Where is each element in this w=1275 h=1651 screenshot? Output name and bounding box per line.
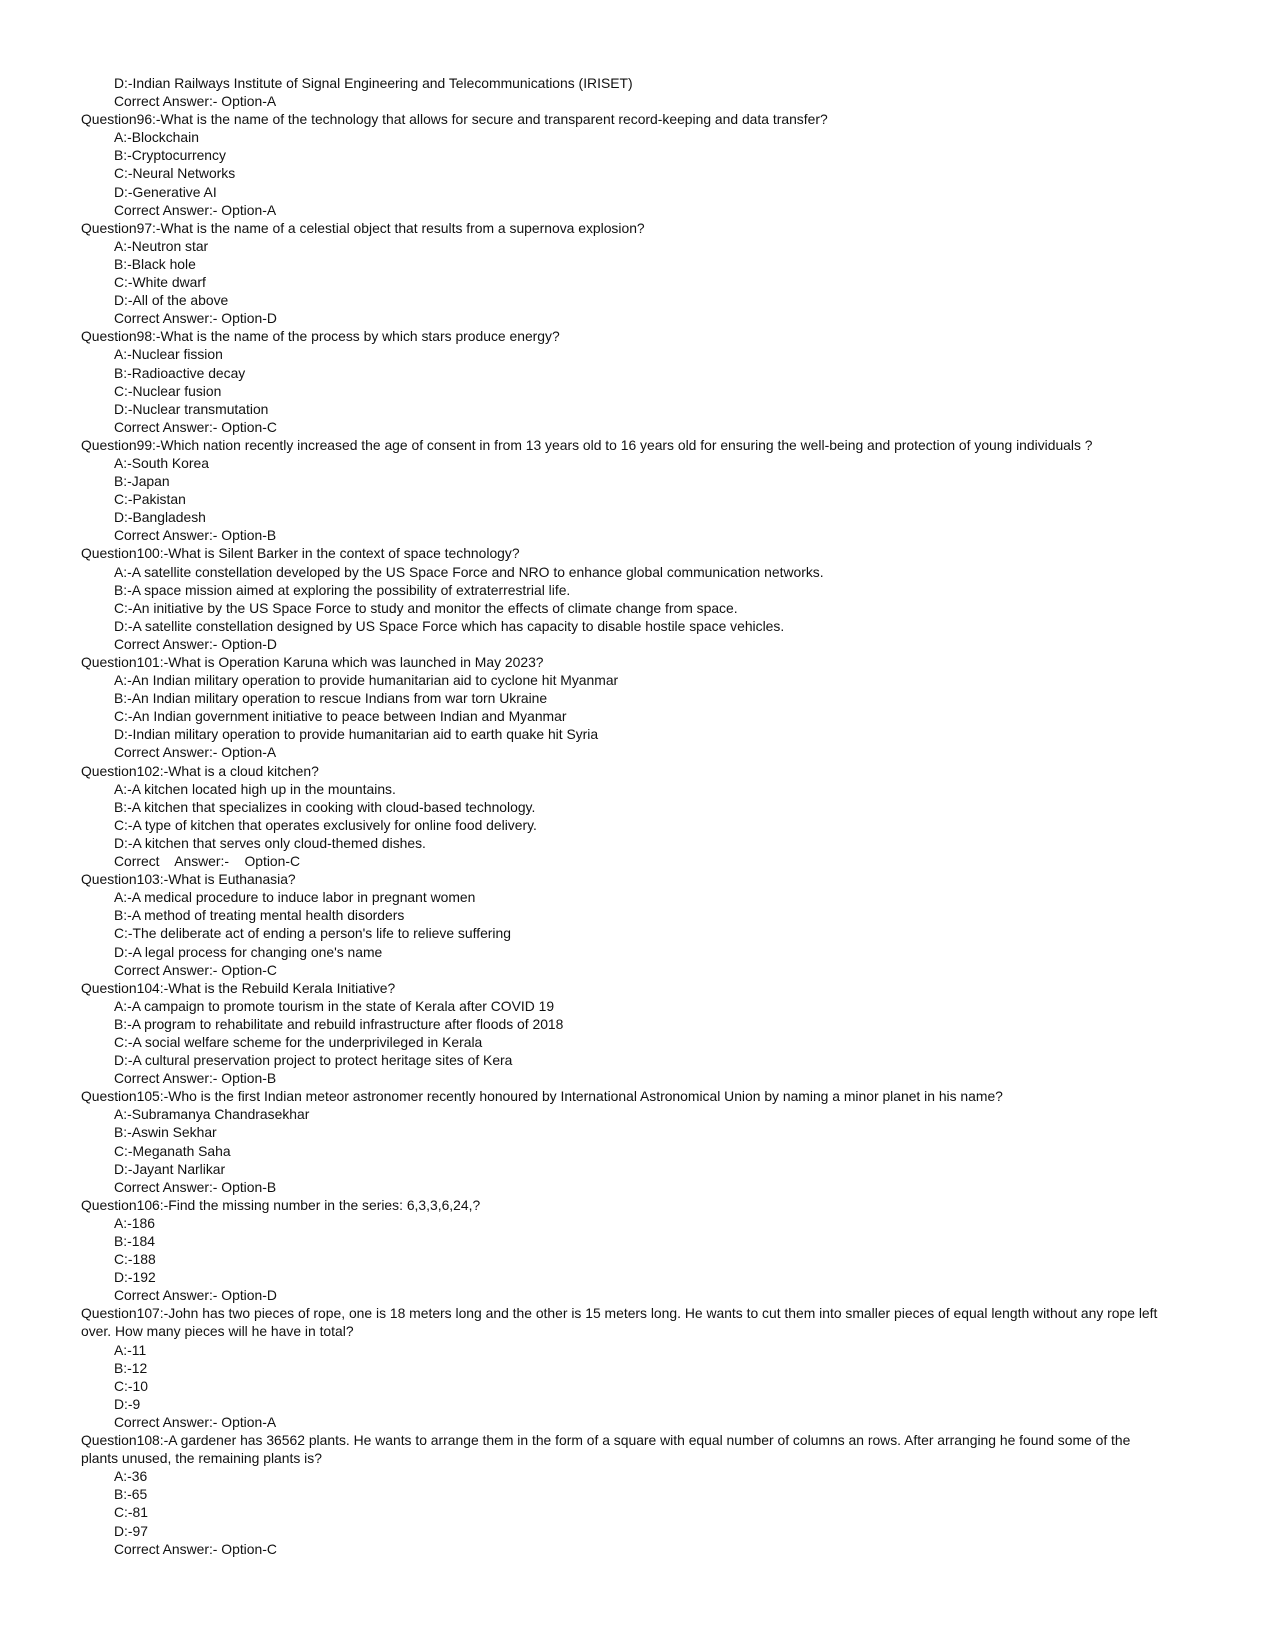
option-line: B:-A program to rehabilitate and rebuild infrastructure after floods of 2018 — [114, 1015, 564, 1032]
option-line: A:-A kitchen located high up in the mountains. — [114, 780, 396, 797]
question-block — [81, 762, 1171, 871]
question-text: Question104:-What is the Rebuild Kerala Initiative? — [81, 979, 396, 996]
option-line: B:-Radioactive decay — [114, 364, 246, 381]
question-block — [81, 1196, 1171, 1305]
option-line: A:-11 — [114, 1341, 147, 1358]
option-line: C:-Meganath Saha — [114, 1142, 231, 1159]
option-line: B:-A method of treating mental health disorders — [114, 907, 405, 924]
leading-block — [81, 74, 1171, 110]
option-line: B:-Cryptocurrency — [114, 147, 226, 164]
option-line: C:-10 — [114, 1377, 148, 1394]
question-text: Question101:-What is Operation Karuna which was launched in May 2023? — [81, 654, 544, 670]
correct-answer: Correct Answer:- Option-C — [114, 961, 277, 978]
option-line: D:-Jayant Narlikar — [114, 1160, 226, 1177]
question-text: Question105:-Who is the first Indian meteor astronomer recently honoured by International Astronomical Union by naming a minor planet in his name? — [81, 1088, 1003, 1105]
question-block — [81, 544, 1171, 653]
correct-answer: Correct Answer:- Option-B — [114, 1178, 277, 1195]
question-block — [81, 1304, 1171, 1431]
question-text: Question100:-What is Silent Barker in the context of space technology? — [81, 545, 520, 562]
question-block — [81, 979, 1171, 1088]
question-list — [81, 110, 1171, 1558]
question-block — [81, 110, 1171, 219]
option-line: A:-An Indian military operation to provide humanitarian aid to cyclone hit Myanmar — [114, 672, 619, 689]
question-text: Question99:-Which nation recently increased the age of consent in from 13 years old to 16 years old for ensuring the well-being and protection of young individuals ? — [81, 436, 1093, 453]
option-line: D:-Indian Railways Institute of Signal Engineering and Telecommunications (IRISET) — [114, 75, 633, 91]
option-line: A:-Subramanya Chandrasekhar — [114, 1106, 310, 1123]
option-line: A:-A satellite constellation developed by the US Space Force and NRO to enhance global communication networks. — [114, 563, 824, 580]
option-line: C:-Nuclear fusion — [114, 382, 222, 399]
option-line: B:-Black hole — [114, 255, 196, 272]
question-text: Question107:-John has two pieces of rope, one is 18 meters long and the other is 15 meters long. He wants to cut them into smaller pieces of equal length without any rope left over. How many pieces will he have in total? — [81, 1305, 1158, 1340]
option-line: C:-81 — [114, 1504, 148, 1521]
correct-answer: Correct Answer:- Option-C — [114, 418, 277, 435]
option-line: D:-Nuclear transmutation — [114, 400, 269, 417]
question-paper-page — [81, 74, 1171, 1558]
question-text: Question97:-What is the name of a celestial object that results from a supernova explosion? — [81, 219, 645, 236]
option-line: B:-An Indian military operation to rescue Indians from war torn Ukraine — [114, 690, 548, 707]
option-line: C:-White dwarf — [114, 274, 206, 291]
option-line: A:-36 — [114, 1468, 148, 1485]
option-line: B:-A kitchen that specializes in cooking with cloud-based technology. — [114, 798, 536, 815]
correct-answer: Correct Answer:- Option-D — [114, 1287, 277, 1304]
option-line: D:-A cultural preservation project to protect heritage sites of Kera — [114, 1052, 513, 1069]
option-line: C:-Pakistan — [114, 491, 186, 508]
option-line: C:-A social welfare scheme for the underprivileged in Kerala — [114, 1033, 483, 1050]
correct-answer: Correct Answer:- Option-D — [114, 635, 277, 652]
option-line: B:-184 — [114, 1233, 155, 1249]
option-line: B:-Japan — [114, 473, 170, 490]
correct-answer: Correct Answer:- Option-A — [114, 1413, 277, 1430]
option-line: D:-Bangladesh — [114, 509, 206, 526]
question-text: Question108:-A gardener has 36562 plants. He wants to arrange them in the form of a square with equal number of columns an rows. After arranging he found some of the plants unused, the remaining plants is? — [81, 1432, 1131, 1467]
question-block — [81, 653, 1171, 762]
question-block — [81, 327, 1171, 436]
option-line: A:-South Korea — [114, 454, 209, 471]
option-line: D:-A kitchen that serves only cloud-themed dishes. — [114, 834, 426, 851]
option-line: D:-A legal process for changing one's name — [114, 943, 383, 960]
correct-answer: Correct Answer:- Option-A — [114, 93, 277, 110]
option-line: D:-Indian military operation to provide humanitarian aid to earth quake hit Syria — [114, 726, 599, 743]
option-line: B:-65 — [114, 1486, 148, 1503]
question-text: Question96:-What is the name of the technology that allows for secure and transparent record-keeping and data transfer? — [81, 111, 828, 128]
correct-answer: Correct Answer:- Option-B — [114, 1070, 277, 1087]
correct-answer: Correct Answer:- Option-C — [114, 1540, 277, 1557]
option-line: D:-9 — [114, 1395, 141, 1412]
correct-answer: Correct Answer:- Option-D — [114, 310, 277, 327]
option-line: C:-An Indian government initiative to peace between Indian and Myanmar — [114, 708, 567, 725]
correct-answer: Correct Answer:- Option-C — [114, 853, 301, 870]
option-line: A:-A medical procedure to induce labor in pregnant women — [114, 889, 476, 906]
question-text: Question102:-What is a cloud kitchen? — [81, 762, 319, 779]
option-line: D:-All of the above — [114, 292, 229, 309]
option-line: A:-186 — [114, 1214, 155, 1231]
option-line: A:-Blockchain — [114, 129, 199, 146]
option-line: C:-An initiative by the US Space Force to study and monitor the effects of climate change from space. — [114, 599, 738, 616]
option-line: D:-192 — [114, 1269, 156, 1286]
option-line: B:-Aswin Sekhar — [114, 1124, 217, 1141]
question-text: Question98:-What is the name of the process by which stars produce energy? — [81, 328, 560, 345]
question-text: Question103:-What is Euthanasia? — [81, 871, 296, 888]
option-line: D:-A satellite constellation designed by US Space Force which has capacity to disable hostile space vehicles. — [114, 617, 785, 634]
correct-answer: Correct Answer:- Option-A — [114, 201, 277, 218]
option-line: D:-Generative AI — [114, 183, 217, 200]
question-block — [81, 1431, 1171, 1558]
option-line: B:-A space mission aimed at exploring the possibility of extraterrestrial life. — [114, 581, 571, 598]
option-line: C:-The deliberate act of ending a person's life to relieve suffering — [114, 925, 511, 942]
question-block — [81, 870, 1171, 979]
question-block — [81, 219, 1171, 328]
question-block — [81, 436, 1171, 545]
correct-answer: Correct Answer:- Option-B — [114, 527, 277, 544]
option-line: C:-A type of kitchen that operates exclusively for online food delivery. — [114, 816, 537, 833]
question-text: Question106:-Find the missing number in the series: 6,3,3,6,24,? — [81, 1196, 481, 1213]
option-line: D:-97 — [114, 1522, 148, 1539]
option-line: B:-12 — [114, 1359, 148, 1376]
correct-answer: Correct Answer:- Option-A — [114, 744, 277, 761]
option-line: C:-Neural Networks — [114, 165, 236, 182]
option-line: C:-188 — [114, 1251, 156, 1268]
option-line: A:-Neutron star — [114, 237, 209, 254]
question-block — [81, 1087, 1171, 1196]
option-line: A:-A campaign to promote tourism in the state of Kerala after COVID 19 — [114, 997, 555, 1014]
option-line: A:-Nuclear fission — [114, 346, 223, 363]
